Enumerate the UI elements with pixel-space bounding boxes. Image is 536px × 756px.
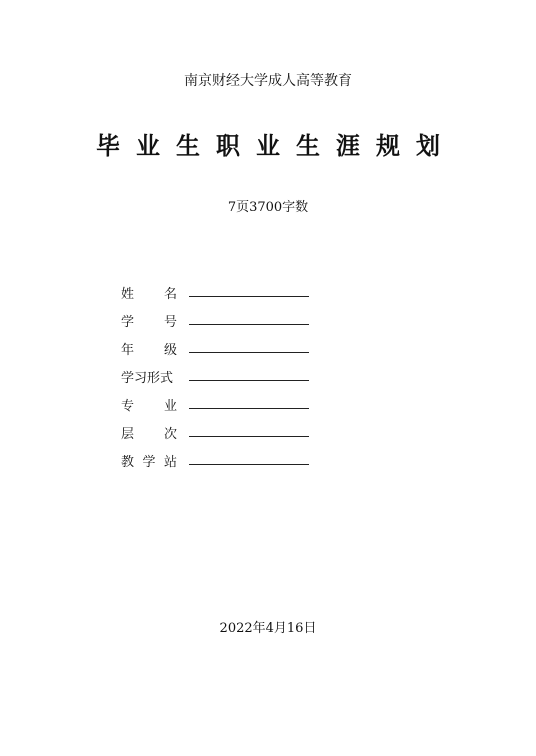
form-label-teaching-station xyxy=(121,451,177,470)
form-label-student-id xyxy=(121,311,177,330)
form-row-level xyxy=(121,418,341,446)
student-id-blank-line[interactable] xyxy=(189,324,309,325)
label-char: 学 xyxy=(121,314,135,330)
form-row-student-id xyxy=(121,306,341,334)
form-label-name xyxy=(121,283,177,302)
label-char: 姓 xyxy=(121,286,135,302)
form-label-study-mode xyxy=(121,367,177,386)
form-row-grade xyxy=(121,334,341,362)
label-char: 层 xyxy=(121,426,135,442)
label-text: 学习形式 xyxy=(121,370,174,386)
university-name: 南京财经大学成人高等教育 xyxy=(184,73,352,89)
grade-blank-line[interactable] xyxy=(189,352,309,353)
page-count-info: 7页3700字数 xyxy=(227,200,309,215)
label-char: 业 xyxy=(163,398,177,414)
form-row-major xyxy=(121,390,341,418)
student-info-form xyxy=(121,278,341,474)
form-label-level xyxy=(121,423,177,442)
label-char: 教 xyxy=(121,454,135,470)
label-char: 级 xyxy=(163,342,177,358)
name-blank-line[interactable] xyxy=(189,296,309,297)
label-char: 次 xyxy=(163,426,177,442)
level-blank-line[interactable] xyxy=(189,436,309,437)
document-date: 2022年4月16日 xyxy=(219,621,317,636)
teaching-station-blank-line[interactable] xyxy=(189,464,309,465)
label-char: 名 xyxy=(163,286,177,302)
form-row-study-mode xyxy=(121,362,341,390)
label-char: 号 xyxy=(163,314,177,330)
label-char: 专 xyxy=(121,398,135,414)
label-char: 年 xyxy=(121,342,135,358)
form-label-grade xyxy=(121,339,177,358)
form-row-teaching-station xyxy=(121,446,341,474)
study-mode-blank-line[interactable] xyxy=(189,380,309,381)
form-label-major xyxy=(121,395,177,414)
form-row-name xyxy=(121,278,341,306)
document-title: 毕业生职业生涯规划 xyxy=(96,132,456,160)
label-char: 站 xyxy=(163,454,177,470)
label-char: 学 xyxy=(142,454,156,470)
major-blank-line[interactable] xyxy=(189,408,309,409)
